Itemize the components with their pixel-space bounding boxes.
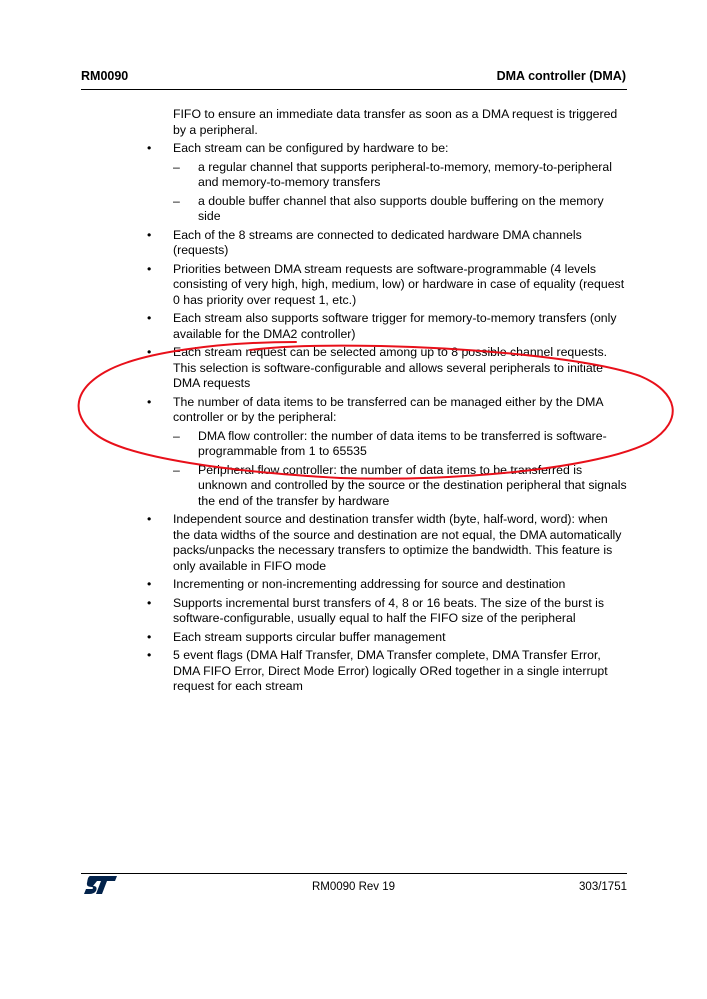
bullet-text: Priorities between DMA stream requests are software-programmable (4 levels consisting of very high, high, medium, low) or hardware in case of equality (request 0 has priority over request 1, etc.) [173,261,625,307]
sub-item [173,194,628,225]
sub-item-text: a double buffer channel that also supports double buffering on the memory side [198,193,604,223]
header-doc-id: RM0090 [81,69,129,83]
bullet-text: Each stream supports circular buffer management [173,629,446,644]
bullet-marker: • [147,345,152,359]
header-section-title: DMA controller (DMA) [496,69,626,83]
dash-marker: – [173,428,180,443]
bullet-marker: • [147,394,152,409]
bullet-marker: • [147,629,152,644]
bullet-item [146,141,628,225]
bullet-marker: • [147,141,152,155]
bullet-item [146,395,628,510]
bullet-item [146,596,628,627]
bullet-marker: • [147,595,152,610]
bullet-text: Independent source and destination transfer width (byte, half-word, word): when the data widths of the source and destination are not equal, the DMA automatically packs/unpacks the necessary transfers to optimize the bandwidth. This feature is only available in FIFO mode [173,512,622,573]
footer-revision: RM0090 Rev 19 [311,881,396,893]
bullet-text: The number of data items to be transferred can be managed either by the DMA controller or by the peripheral: [173,394,603,424]
bullet-item [146,577,628,593]
sub-item [173,429,628,460]
intro-continuation: FIFO to ensure an immediate data transfer as soon as a DMA request is triggered by a peripheral. [173,107,618,137]
bullet-item [146,648,628,695]
sub-item [173,463,628,510]
dash-marker: – [173,462,180,477]
sub-list [173,160,628,225]
bullet-marker: • [147,227,152,242]
footer-page-number: 303/1751 [579,881,627,893]
sub-item-text: DMA flow controller: the number of data items to be transferred is software-programmable from 1 to 65535 [198,428,607,458]
bullet-text: Each stream also supports software trigger for memory-to-memory transfers (only available for the DMA2 controller) [173,311,617,341]
bullet-text: Each stream can be configured by hardware to be: [173,141,449,155]
bullet-text: 5 event flags (DMA Half Transfer, DMA Transfer complete, DMA Transfer Error, DMA FIFO Error, Direct Mode Error) logically ORed together in a single interrupt request for each stream [173,648,608,693]
page-content [146,107,628,698]
bullet-item [146,228,628,259]
bullet-item [146,512,628,574]
bullet-marker: • [147,261,152,276]
dash-marker: – [173,159,180,174]
bullet-text: Each of the 8 streams are connected to dedicated hardware DMA channels (requests) [173,227,582,257]
feature-list [146,141,628,695]
bullet-text: Supports incremental burst transfers of 4, 8 or 16 beats. The size of the burst is software-configurable, usually equal to half the FIFO size of the peripheral [173,595,605,625]
bullet-marker: • [147,577,152,591]
sub-item [173,160,628,191]
bullet-text: Each stream request can be selected among up to 8 possible channel requests. This selection is software-configurable and allows several peripherals to initiate DMA requests [173,345,608,390]
bullet-text: Incrementing or non-incrementing addressing for source and destination [173,577,566,591]
sub-item-text: Peripheral flow controller: the number of data items to be transferred is unknown and controlled by the source or the destination peripheral that signals the end of the transfer by hardware [198,462,627,508]
bullet-item [146,311,628,342]
header-rule [81,89,627,90]
sub-item-text: a regular channel that supports peripheral-to-memory, memory-to-peripheral and memory-to-memory transfers [198,159,612,189]
bullet-item [146,345,628,392]
bullet-item [146,262,628,309]
bullet-marker: • [147,512,152,526]
dash-marker: – [173,193,180,208]
bullet-marker: • [147,648,152,662]
bullet-marker: • [147,311,152,325]
footer-rule [81,873,627,874]
sub-list [173,429,628,510]
bullet-item [146,630,628,646]
